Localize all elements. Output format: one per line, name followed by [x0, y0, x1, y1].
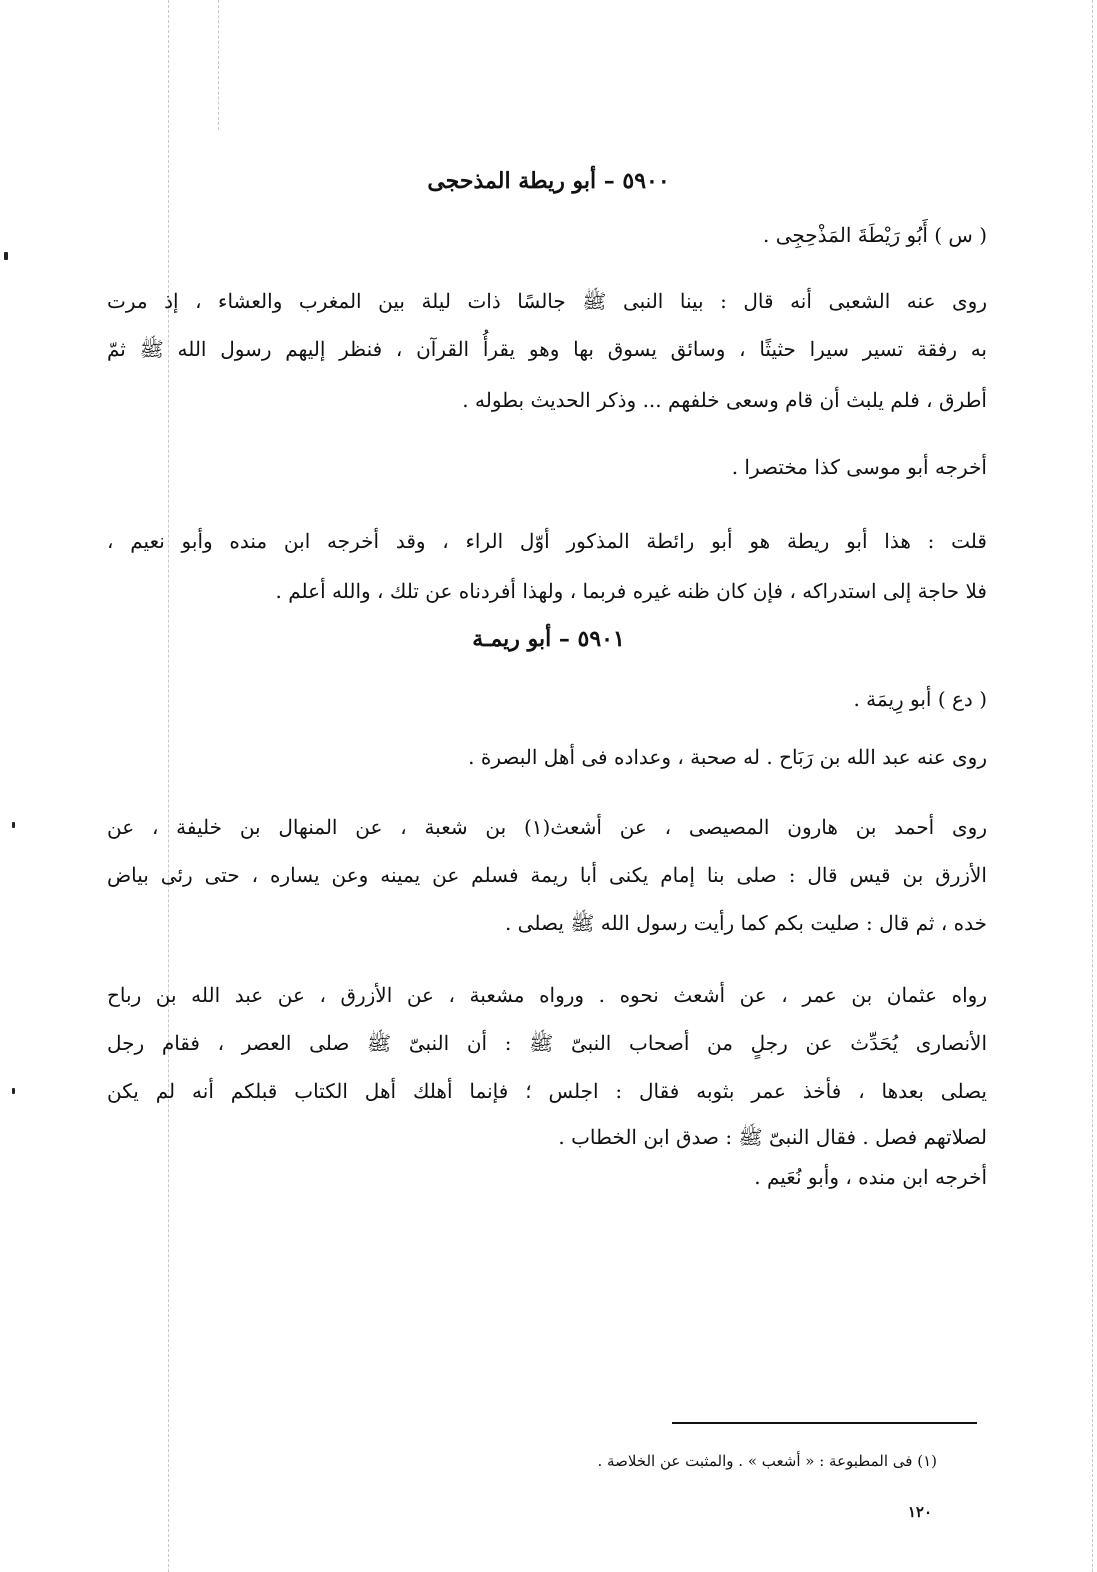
paragraph-line: روى عنه الشعبى أنه قال : بينا النبى ﷺ جالسًا ذات ليلة بين المغرب والعشاء ، إذ مرت	[107, 289, 987, 313]
paragraph-line: خده ، ثم قال : صليت بكم كما رأيت رسول الله ﷺ يصلى .	[504, 911, 987, 935]
paragraph-line: لصلاتهم فصل . فقال النبىّ ﷺ : صدق ابن الخطاب .	[558, 1125, 987, 1149]
scan-artifact-dot	[12, 822, 15, 828]
footnote-divider	[672, 1422, 977, 1424]
paragraph-line: أخرجه ابن منده ، وأبو نُعَيم .	[754, 1165, 987, 1189]
paragraph-line: أخرجه أبو موسى كذا مختصرا .	[731, 455, 987, 479]
paragraph-line: به رفقة تسير سيرا حثيثًا ، وسائق يسوق بها وهو يقرأُ القرآن ، فنظر إليهم رسول الله ﷺ ثمّ	[107, 337, 987, 361]
paragraph-line: رواه عثمان بن عمر ، عن أشعث نحوه . ورواه مشعبة ، عن الأزرق ، عن عبد الله بن رباح	[107, 983, 987, 1007]
entry-heading-5901: ٥٩٠١ – أبو ريمـة	[472, 626, 625, 652]
paragraph-line: أطرق ، فلم يلبث أن قام وسعى خلفهم ... وذكر الحديث بطوله .	[462, 388, 987, 412]
paragraph-line: روى أحمد بن هارون المصيصى ، عن أشعث(١) بن شعبة ، عن المنهال بن خليفة ، عن	[107, 815, 987, 839]
paragraph-line: قلت : هذا أبو ريطة هو أبو رائطة المذكور أوّل الراء ، وقد أخرجه ابن منده وأبو نعيم ،	[107, 529, 987, 553]
entry-name-line: ( س ) أَبُو رَيْطَةَ المَذْحِجِى .	[763, 223, 987, 247]
paragraph-line: روى عنه عبد الله بن رَبَاح . له صحبة ، وعداده فى أهل البصرة .	[468, 745, 987, 769]
entry-heading-5900: ٥٩٠٠ – أبو ريطة المذحجى	[427, 168, 670, 194]
paragraph-line: يصلى بعدها ، فأخذ عمر بثوبه فقال : اجلس ؛ فإنما أهلك أهل الكتاب قبلكم أنه لم يكن	[107, 1079, 987, 1103]
scan-artifact-line	[218, 0, 219, 130]
paragraph-line: فلا حاجة إلى استدراكه ، فإن كان ظنه غيره فربما ، ولهذا أفردناه عن تلك ، والله أعلم .	[275, 579, 987, 603]
scan-artifact-dot	[12, 1088, 15, 1094]
scan-artifact-dot	[4, 252, 8, 260]
paragraph-line: الأزرق بن قيس قال : صلى بنا إمام يكنى أبا ريمة فسلم عن يمينه وعن يساره ، حتى رئى بياض	[107, 863, 987, 887]
page-number: ١٢٠	[907, 1503, 932, 1521]
scan-artifact-line	[1092, 0, 1093, 1572]
paragraph-line: الأنصارى يُحَدِّث عن رجلٍ من أصحاب النبىّ ﷺ : أن النبىّ ﷺ صلى العصر ، فقام رجل	[107, 1031, 987, 1055]
footnote: (١) فى المطبوعة : « أشعب » . والمثبت عن الخلاصة .	[597, 1452, 937, 1470]
entry-name-line: ( دع ) أبو رِيمَة .	[853, 687, 987, 711]
